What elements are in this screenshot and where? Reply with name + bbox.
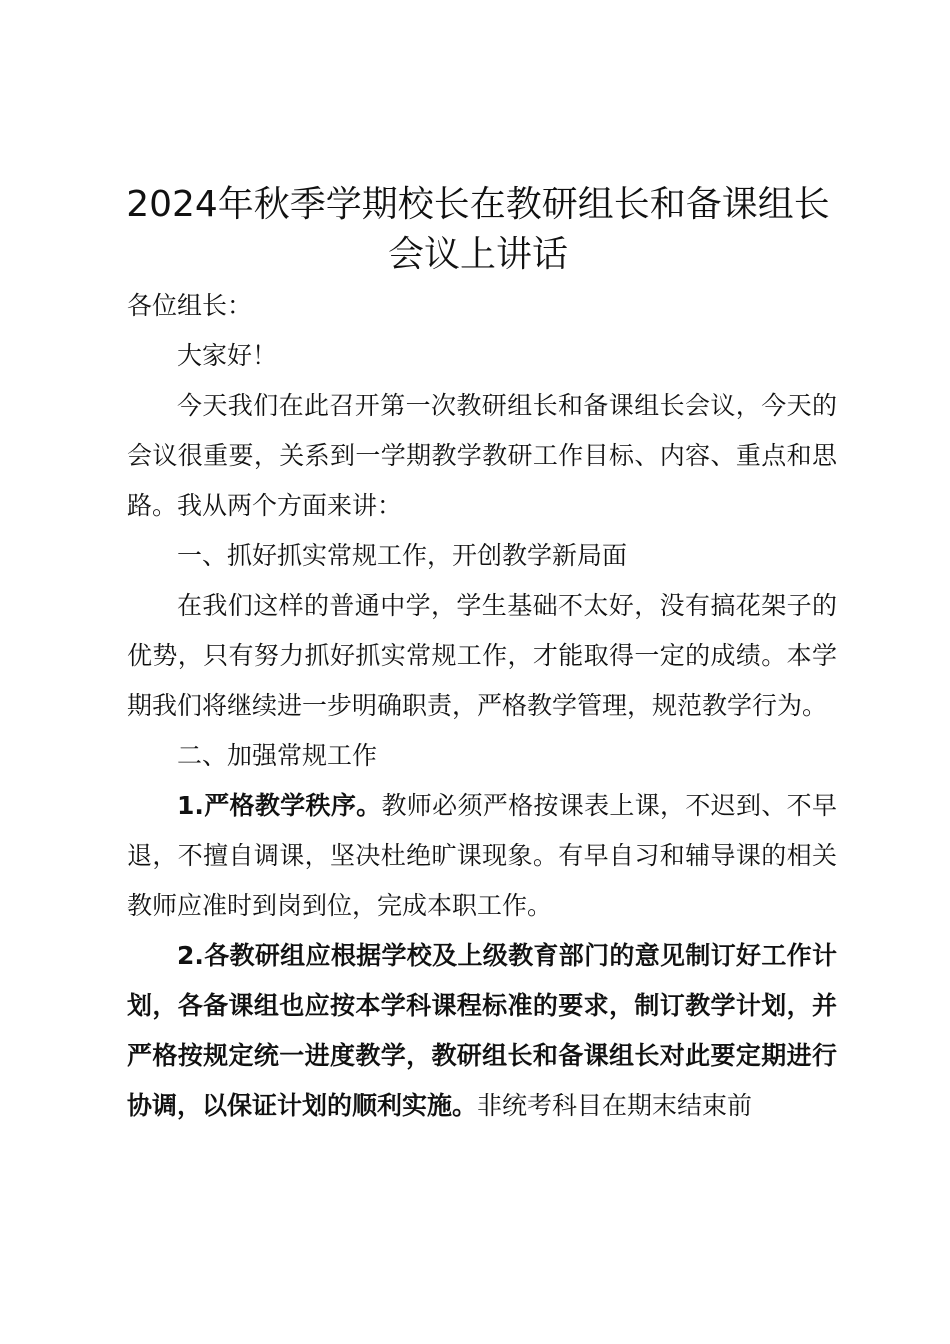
title-line-2: 会议上讲话 xyxy=(387,234,568,275)
document-title xyxy=(118,180,838,280)
item-1-bold-lead: 1.严格教学秩序。 xyxy=(177,791,382,820)
section-1-paragraph: 在我们这样的普通中学，学生基础不太好，没有搞花架子的优势，只有努力抓好抓实常规工作，才能取得一定的成绩。本学期我们将继续进一步明确职责，严格教学管理，规范教学行为。 xyxy=(127,591,837,720)
section-2-heading: 二、加强常规工作 xyxy=(177,741,378,770)
item-2-paragraph xyxy=(127,931,837,1131)
salutation: 各位组长： xyxy=(127,291,253,320)
intro-paragraph: 今天我们在此召开第一次教研组长和备课组长会议，今天的会议很重要，关系到一学期教学教研工作目标、内容、重点和思路。我从两个方面来讲： xyxy=(127,391,837,520)
item-2-text: 非统考科目在期末结束前 xyxy=(477,1091,753,1120)
greeting: 大家好！ xyxy=(177,341,278,370)
item-2-bold-lead: 2.各教研组应根据学校及上级教育部门的意见制订好工作计划，各备课组也应按本学科课程标准的要求，制订教学计划，并严格按规定统一进度教学，教研组长和备课组长对此要定期进行协调，以保证计划的顺利实施。 xyxy=(127,941,837,1120)
item-1-paragraph xyxy=(127,781,837,931)
section-1-heading: 一、抓好抓实常规工作，开创教学新局面 xyxy=(177,541,628,570)
item-1-text: 教师必须严格按课表上课，不迟到、不早退，不擅自调课，坚决杜绝旷课现象。有早自习和辅导课的相关教师应准时到岗到位，完成本职工作。 xyxy=(127,791,837,920)
document-body xyxy=(127,281,837,1131)
title-line-1: 2024年秋季学期校长在教研组长和备课组长 xyxy=(126,184,830,225)
